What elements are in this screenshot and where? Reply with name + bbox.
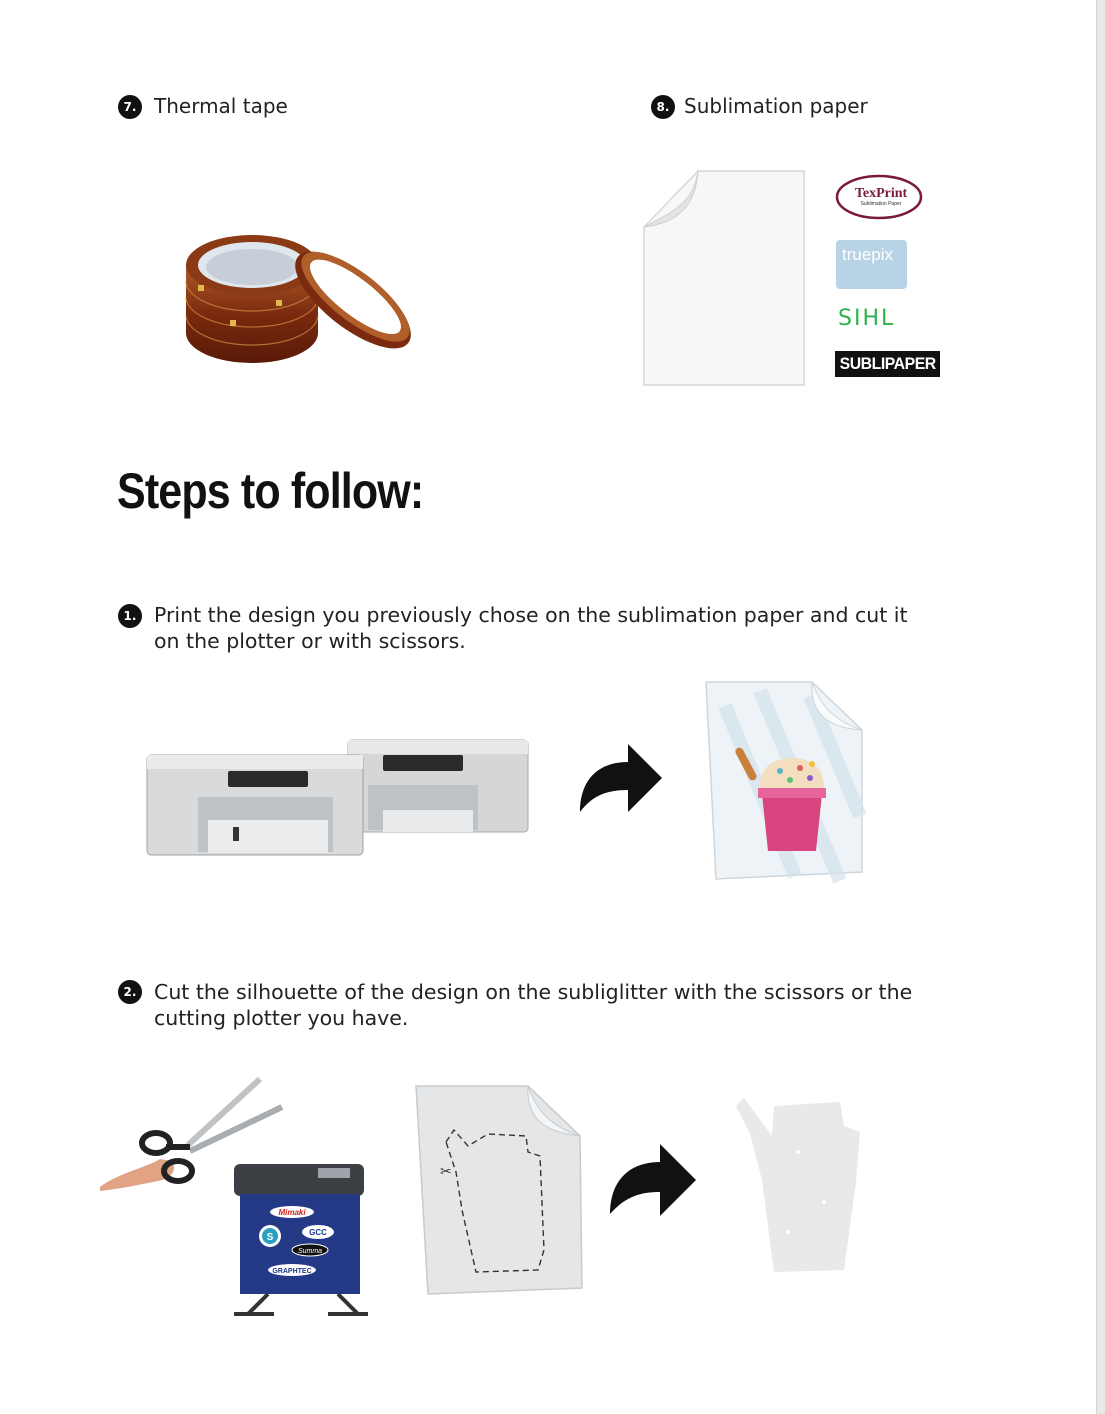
svg-text:Summa: Summa [297, 1248, 323, 1255]
step-2-text: Cut the silhouette of the design on the subliglitter with the scissors or the cutting plotter you have. [154, 980, 913, 1030]
item-number-badge: 7. [118, 95, 142, 119]
item-number-badge: 8. [651, 95, 675, 119]
truepix-logo: truepix [836, 240, 907, 289]
printed-design-icon [700, 676, 870, 886]
svg-text:GCC: GCC [309, 1228, 327, 1237]
printer-icon [143, 735, 533, 865]
svg-text:Mimaki: Mimaki [278, 1208, 306, 1217]
svg-text:TexPrint: TexPrint [854, 186, 908, 201]
steps-heading: Steps to follow: [117, 463, 424, 519]
sublipaper-logo: SUBLIPAPER [835, 351, 940, 377]
sublimation-paper-label: Sublimation paper [684, 94, 868, 118]
glitter-paper-icon [410, 1080, 590, 1300]
arrow-icon [606, 1140, 701, 1220]
svg-text:GRAPHTEC: GRAPHTEC [272, 1268, 312, 1275]
svg-text:Sublimation Paper: Sublimation Paper [860, 201, 902, 207]
tape-icon [178, 225, 428, 375]
svg-text:✂: ✂ [440, 1164, 452, 1180]
svg-text:S: S [266, 1232, 274, 1243]
paper-icon [638, 165, 813, 395]
step-number-badge: 2. [118, 980, 142, 1004]
plotter-icon [228, 1160, 373, 1320]
thermal-tape-label: Thermal tape [154, 94, 288, 118]
sihl-logo: SIHL [838, 306, 896, 331]
page-edge [1096, 0, 1105, 1414]
texprint-logo [835, 172, 925, 228]
arrow-icon [576, 740, 666, 820]
step-number-badge: 1. [118, 604, 142, 628]
step-1-text: Print the design you previously chose on the sublimation paper and cut it on the plotter or with scissors. [154, 603, 908, 653]
silhouette-icon [728, 1092, 868, 1277]
